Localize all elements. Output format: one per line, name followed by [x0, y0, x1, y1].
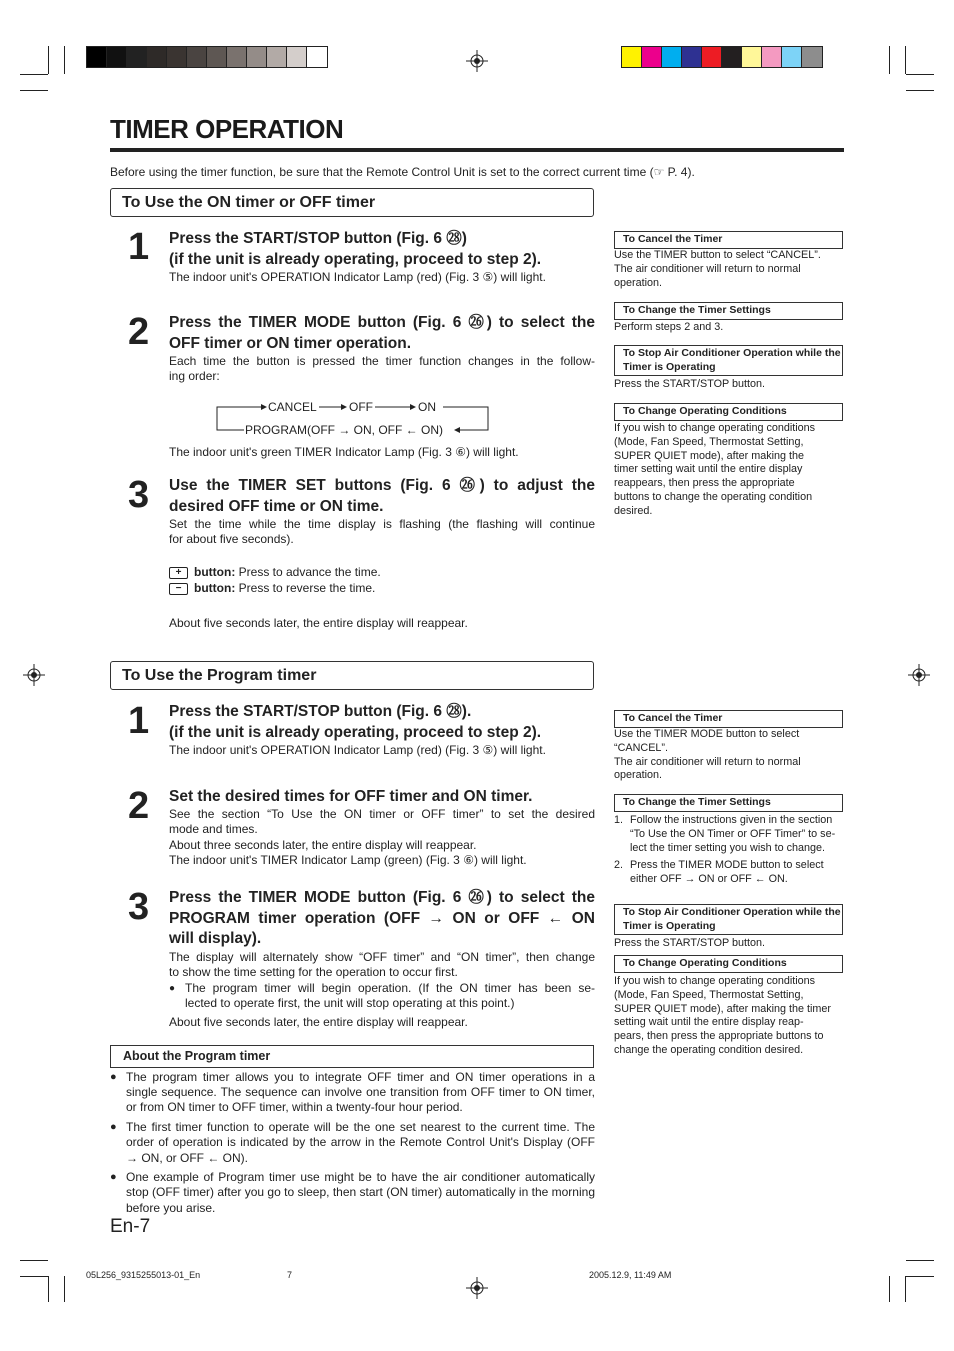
page-title: TIMER OPERATION — [110, 114, 344, 144]
crop-mark — [48, 46, 49, 74]
crop-mark — [20, 90, 48, 91]
minus-key-icon: − — [169, 583, 188, 595]
title-rule — [110, 148, 844, 152]
side-text: If you wish to change operating conditions (Mode, Fan Speed, Thermostat Setting, SUPER QUIET mode), after making the timer setting wait until the entire display reap- pears, then press the appropriate buttons to change the operating condition desired. — [614, 975, 832, 1056]
side-title: To Change Operating Conditions — [614, 403, 843, 421]
calibration-swatch — [762, 47, 782, 67]
calibration-swatch — [87, 47, 107, 67]
step-body: See the section “To Use the ON timer or OFF timer” to set the desired mode and times. About three seconds later, the entire display will reappear. The indoor unit's TIMER Indicator Lamp (green) (Fig. 3 ⑥) will light. — [169, 807, 595, 868]
section-heading-program-timer: To Use the Program timer — [110, 661, 594, 690]
gray-calibration-bar — [86, 46, 328, 68]
crop-mark — [889, 46, 890, 74]
calibration-swatch — [167, 47, 187, 67]
side-text: Press the START/STOP button. — [614, 937, 766, 949]
calibration-swatch — [702, 47, 722, 67]
step-heading: Press the START/STOP button (Fig. 6 ㉘). (if the unit is already operating, proceed to step 2). — [169, 703, 542, 741]
crop-mark — [64, 1276, 65, 1302]
side-title: To Change the Timer Settings — [614, 794, 843, 812]
calibration-swatch — [187, 47, 207, 67]
section-heading-on-off-timer: To Use the ON timer or OFF timer — [110, 188, 594, 217]
crop-mark — [905, 46, 906, 74]
cycle-cancel: CANCEL — [268, 400, 317, 414]
calibration-swatch — [307, 47, 327, 67]
side-title: To Change the Timer Settings — [614, 302, 843, 320]
step-number: 3 — [128, 474, 150, 516]
crop-mark — [906, 1276, 934, 1277]
calibration-swatch — [127, 47, 147, 67]
step-heading: Use the TIMER SET buttons (Fig. 6 ㉖) to adjust the desired OFF time or ON time. — [169, 477, 595, 515]
calibration-swatch — [247, 47, 267, 67]
page-number: En-7 — [110, 1216, 151, 1237]
step-heading: Press the TIMER MODE button (Fig. 6 ㉖) to select the PROGRAM timer operation (OFF → ON or OFF ← ON will display). — [169, 889, 595, 947]
crop-mark — [906, 1260, 934, 1261]
intro-text: Before using the timer function, be sure that the Remote Control Unit is set to the correct current time (☞ P. 4). — [110, 165, 695, 179]
step-note: About five seconds later, the entire display will reappear. — [169, 1015, 468, 1029]
side-text: 1. Follow the instructions given in the section “To Use the ON Timer or OFF Timer” to se- lect the timer setting you wish to change. 2. Press the TIMER MODE button to select either OFF → ON or OFF ← ON. — [614, 814, 836, 886]
side-title: To Stop Air Conditioner Operation while the Timer is Operating — [614, 904, 843, 935]
side-text: Use the TIMER MODE button to select “CANCEL”. The air conditioner will return to normal operation. — [614, 728, 801, 782]
step-number: 1 — [128, 700, 150, 742]
calibration-swatch — [227, 47, 247, 67]
step-note: About five seconds later, the entire display will reappear. — [169, 616, 468, 630]
calibration-swatch — [722, 47, 742, 67]
calibration-swatch — [107, 47, 127, 67]
step-number: 3 — [128, 886, 150, 928]
step-note: The indoor unit's green TIMER Indicator Lamp (Fig. 3 ⑥) will light. — [169, 445, 519, 459]
step-heading: Press the TIMER MODE button (Fig. 6 ㉖) to select the OFF timer or ON timer operation. — [169, 314, 595, 352]
side-title: To Cancel the Timer — [614, 710, 843, 728]
color-calibration-bar — [621, 46, 823, 68]
step-number: 1 — [128, 226, 150, 268]
calibration-swatch — [147, 47, 167, 67]
calibration-swatch — [802, 47, 822, 67]
list-item: ● The program timer allows you to integrate OFF timer and ON timer operations in a single sequence. The sequence can involve one transition from OFF timer to ON timer, or from ON timer to OFF timer, within a twenty-four hour period. — [110, 1070, 595, 1116]
step-number: 2 — [128, 311, 150, 353]
crop-mark — [905, 1276, 906, 1302]
crop-mark — [906, 74, 934, 75]
step-heading: Press the START/STOP button (Fig. 6 ㉘) (if the unit is already operating, proceed to step 2). — [169, 230, 542, 268]
side-text: Perform steps 2 and 3. — [614, 321, 724, 333]
step-number: 2 — [128, 785, 150, 827]
cycle-program: PROGRAM(OFF → ON, OFF ← ON) — [245, 423, 443, 437]
minus-button-desc: − button: Press to reverse the time. — [169, 581, 595, 596]
crop-mark — [64, 46, 65, 74]
calibration-swatch — [207, 47, 227, 67]
side-text: Use the TIMER button to select “CANCEL”. The air conditioner will return to normal operation. — [614, 249, 821, 289]
step-body: Each time the button is pressed the timer function changes in the follow- ing order: — [169, 354, 595, 384]
step-bullet: ● The program timer will begin operation. (If the ON timer has been se- lected to operate first, the unit will stop operating at this point.) — [169, 981, 595, 1012]
list-item: ● The first timer function to operate will be the one set nearest to the current time. The order of operation is indicated by the arrow in the Remote Control Unit's Display (OFF → ON, or OFF ← ON). — [110, 1120, 595, 1166]
side-title: To Change Operating Conditions — [614, 955, 843, 973]
calibration-swatch — [742, 47, 762, 67]
footer-date: 2005.12.9, 11:49 AM — [589, 1270, 672, 1280]
calibration-swatch — [287, 47, 307, 67]
plus-key-icon: + — [169, 567, 188, 579]
step-heading: Set the desired times for OFF timer and ON timer. — [169, 788, 533, 805]
side-title: To Cancel the Timer — [614, 231, 843, 249]
calibration-swatch — [782, 47, 802, 67]
registration-mark-icon — [466, 50, 488, 72]
calibration-swatch — [267, 47, 287, 67]
crop-mark — [906, 90, 934, 91]
list-item: ● One example of Program timer use might be to have the air conditioner automatically stop (OFF timer) after you go to sleep, then start (ON timer) automatically in the morning before you arise. — [110, 1170, 595, 1216]
step-body: The indoor unit's OPERATION Indicator Lamp (red) (Fig. 3 ⑤) will light. — [169, 270, 546, 284]
plus-button-desc: + button: Press to advance the time. — [169, 565, 595, 580]
crop-mark — [20, 1260, 48, 1261]
side-text: Press the START/STOP button. — [614, 378, 766, 390]
cycle-off: OFF — [349, 400, 373, 414]
calibration-swatch — [682, 47, 702, 67]
calibration-swatch — [662, 47, 682, 67]
cycle-on: ON — [418, 400, 436, 414]
calibration-swatch — [642, 47, 662, 67]
registration-mark-icon — [908, 664, 930, 686]
calibration-swatch — [622, 47, 642, 67]
crop-mark — [20, 74, 48, 75]
step-body: Set the time while the time display is flashing (the flashing will continue for about five seconds). — [169, 517, 595, 547]
registration-mark-icon — [23, 664, 45, 686]
crop-mark — [889, 1276, 890, 1302]
about-program-timer-list — [110, 1070, 595, 1220]
footer-file: 05L256_9315255013-01_En — [86, 1270, 201, 1280]
about-program-timer-heading: About the Program timer — [110, 1045, 594, 1068]
step-body: The display will alternately show “OFF timer” and “ON timer”, then change to show the time setting for the operation to occur first. ● The program timer will begin operation. (If the ON timer has been se- lected to operate first, the unit will stop operating at this point.) — [169, 950, 595, 1012]
side-text: If you wish to change operating conditions (Mode, Fan Speed, Thermostat Setting, SUPER QUIET mode), after making the timer setting wait until the entire display reappears, then press the appropriate buttons to change the operating condition desired. — [614, 422, 816, 517]
crop-mark — [48, 1276, 49, 1302]
timer-cycle-diagram — [215, 400, 490, 436]
footer-page: 7 — [287, 1270, 293, 1280]
side-title: To Stop Air Conditioner Operation while the Timer is Operating — [614, 345, 843, 376]
step-body: The indoor unit's OPERATION Indicator Lamp (red) (Fig. 3 ⑤) will light. — [169, 743, 546, 757]
registration-mark-icon — [466, 1277, 488, 1299]
crop-mark — [20, 1276, 48, 1277]
